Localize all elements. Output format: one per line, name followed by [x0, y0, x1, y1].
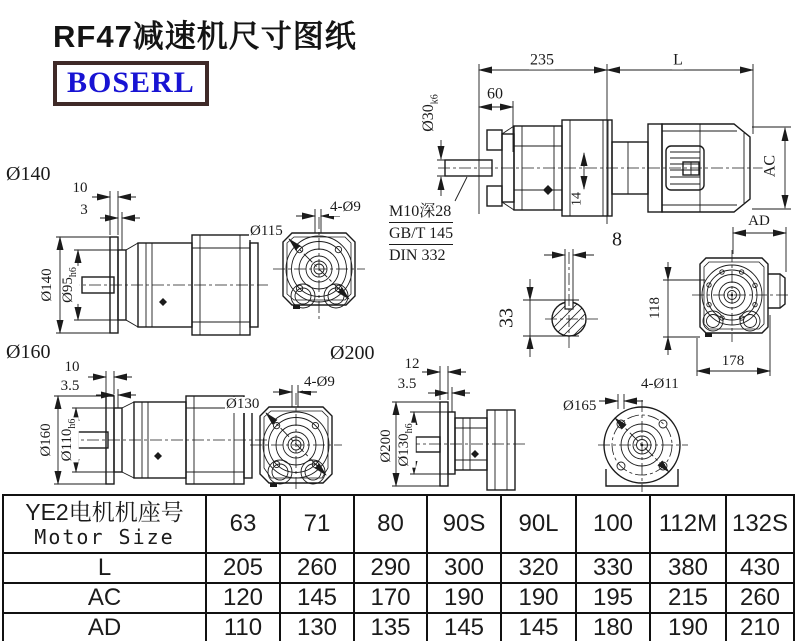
row-label: L — [3, 553, 206, 583]
col-header: 132S — [726, 495, 794, 553]
table-cell: 320 — [501, 553, 576, 583]
table-cell: 145 — [427, 613, 501, 641]
dim-key-33: 33 — [495, 308, 518, 328]
dim-110h6: $Ø110_{h6}$ — [58, 418, 78, 462]
flange115-front-view — [273, 209, 365, 322]
table-cell: 215 — [650, 583, 726, 613]
dim-60: 60 — [487, 85, 503, 103]
header-cn: YE2电机机座号 — [25, 499, 184, 525]
section-label-140: Ø140 — [6, 163, 51, 185]
dim-130-bc: Ø130 — [226, 396, 260, 412]
dim-4xD9-bottom: 4-Ø9 — [304, 374, 335, 390]
dim-130h6: $Ø130_{h6}$ — [395, 423, 415, 467]
flange160-side-view — [54, 371, 268, 484]
table-cell: 300 — [427, 553, 501, 583]
table-cell: 430 — [726, 553, 794, 583]
table-cell: 135 — [354, 613, 427, 641]
fit-suffix: h6 — [403, 423, 415, 434]
dim-AC: AC — [761, 154, 779, 178]
table-cell: 195 — [576, 583, 650, 613]
table-cell: 190 — [427, 583, 501, 613]
dim-140-3: 3 — [80, 202, 88, 219]
section-label-160: Ø160 — [6, 341, 51, 363]
dim-4xD9-top: 4-Ø9 — [330, 199, 361, 215]
row-label: AD — [3, 613, 206, 641]
boserl-logo-text: BOSERL — [67, 66, 195, 99]
dim-AD: AD — [748, 213, 770, 230]
fit-suffix: h6 — [66, 418, 78, 429]
dim-178: 178 — [721, 353, 745, 370]
note-gbt145: GB/T 145 — [389, 223, 453, 245]
section-label-200: Ø200 — [330, 342, 375, 364]
table-header-row — [3, 495, 794, 553]
flange130-front-view — [250, 385, 342, 492]
dim-4xD11: 4-Ø11 — [641, 376, 679, 392]
dim-160-10: 10 — [64, 359, 80, 376]
header-en: Motor Size — [34, 525, 175, 549]
dim-160-35: 3.5 — [60, 378, 80, 395]
table-row-AC — [3, 583, 794, 613]
dim-140-dia: Ø140 — [39, 268, 56, 302]
table-cell: 145 — [501, 613, 576, 641]
table-row-AD — [3, 613, 794, 641]
note-din332: DIN 332 — [389, 247, 446, 264]
shaft-thread-notes — [389, 201, 453, 266]
shaft-key-section — [523, 249, 598, 357]
dim-200-35: 3.5 — [397, 376, 417, 393]
dim-118: 118 — [647, 297, 664, 319]
dim-L: L — [673, 51, 683, 69]
table-header-motor-size — [3, 495, 206, 553]
dim-key-width-8: 8 — [612, 228, 622, 251]
flange165-front-view — [598, 394, 688, 492]
dim-shaft-dia: $Ø30_{k6}$ — [420, 94, 441, 132]
fit-suffix: h6 — [67, 267, 79, 278]
dim-165-bc: Ø165 — [563, 398, 597, 414]
col-header: 80 — [354, 495, 427, 553]
col-header: 100 — [576, 495, 650, 553]
boserl-logo — [53, 61, 209, 106]
dim-200-dia: Ø200 — [378, 429, 395, 463]
table-cell: 330 — [576, 553, 650, 583]
dim-200-12: 12 — [404, 356, 420, 373]
table-row-L — [3, 553, 794, 583]
table-cell: 120 — [206, 583, 280, 613]
note-m10: M10深28 — [389, 201, 453, 223]
table-cell: 260 — [726, 583, 794, 613]
page-title: RF47减速机尺寸图纸 — [53, 19, 357, 54]
col-header: 90L — [501, 495, 576, 553]
table-cell: 380 — [650, 553, 726, 583]
dim-95h6: $Ø95_{h6}$ — [59, 267, 79, 303]
row-label: AC — [3, 583, 206, 613]
table-cell: 290 — [354, 553, 427, 583]
table-cell: 260 — [280, 553, 354, 583]
table-cell: 180 — [576, 613, 650, 641]
table-cell: 130 — [280, 613, 354, 641]
motor-size-table — [2, 494, 795, 641]
table-cell: 190 — [650, 613, 726, 641]
col-header: 90S — [427, 495, 501, 553]
table-cell: 110 — [206, 613, 280, 641]
col-header: 63 — [206, 495, 280, 553]
table-cell: 170 — [354, 583, 427, 613]
col-header: 71 — [280, 495, 354, 553]
table-cell: 145 — [280, 583, 354, 613]
dim-140-10: 10 — [72, 180, 88, 197]
table-cell: 190 — [501, 583, 576, 613]
dim-115-bc: Ø115 — [250, 223, 283, 239]
dim-160-dia: Ø160 — [38, 423, 55, 457]
col-header: 112M — [650, 495, 726, 553]
table-cell: 205 — [206, 553, 280, 583]
dim-235: 235 — [530, 51, 554, 69]
fit-suffix: k6 — [429, 94, 441, 105]
table-cell: 210 — [726, 613, 794, 641]
dim-14: 14 — [569, 192, 585, 206]
